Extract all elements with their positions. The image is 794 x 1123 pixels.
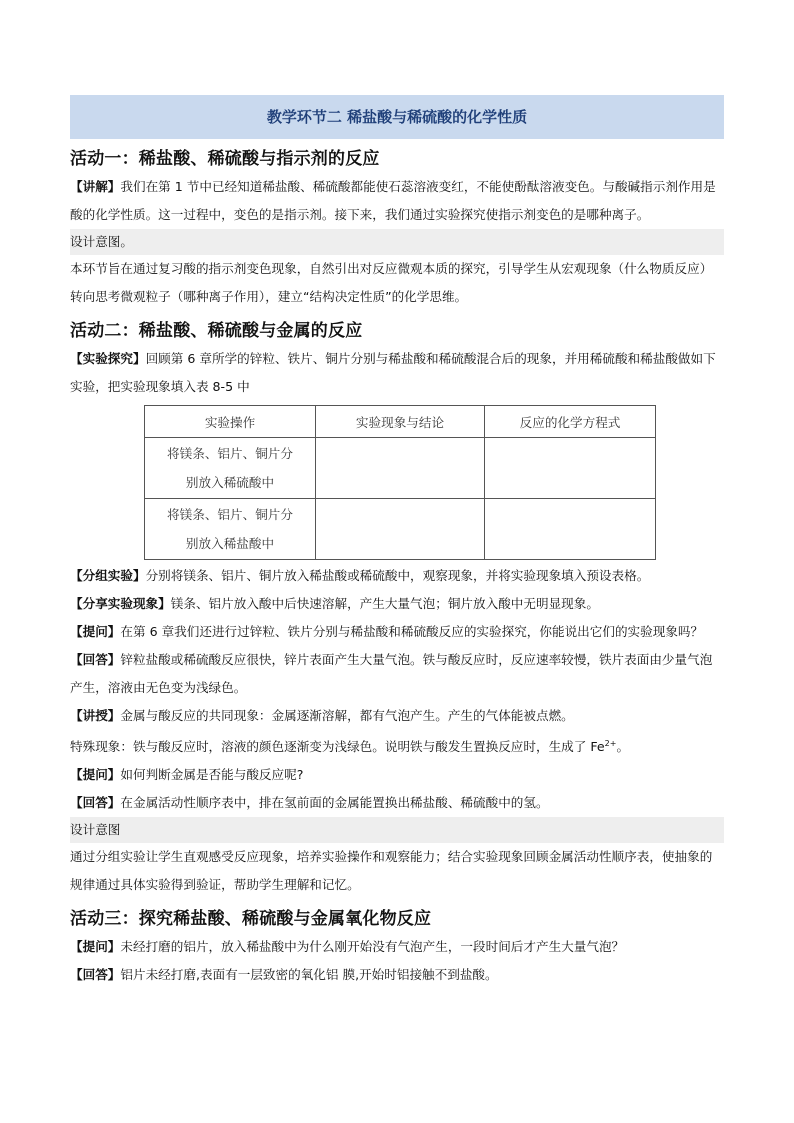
answer-tag: 【回答】 <box>70 652 121 667</box>
design-intent-label: 设计意图 <box>70 822 121 838</box>
table-cell <box>485 438 656 499</box>
special-end: 。 <box>616 739 630 755</box>
question-tag: 【提问】 <box>70 624 121 639</box>
table-header-cell: 实验现象与结论 <box>316 406 485 438</box>
question-text: 未经打磨的铝片，放入稀盐酸中为什么刚开始没有气泡产生，一段时间后才产生大量气泡？ <box>120 939 625 955</box>
group-text: 分别将镁条、铝片、铜片放入稀盐酸或稀硫酸中，观察现象，并将实验现象填入预设表格。 <box>145 568 650 583</box>
group-tag: 【分组实验】 <box>70 568 146 583</box>
special-phenomenon-paragraph <box>70 730 724 761</box>
design-intent-text-1: 本环节旨在通过复习酸的指示剂变色现象，自然引出对反应微观本质的探究，引导学生从宏观现象（什么物质反应）转向思考微观粒子（哪种离子作用），建立“结构决定性质”的化学思维。 <box>70 261 713 304</box>
table-cell <box>316 438 485 499</box>
activity1-heading: 活动一：稀盐酸、稀硫酸与指示剂的反应 <box>70 149 380 169</box>
table-header-cell: 反应的化学方程式 <box>485 406 656 438</box>
explore-tag: 【实验探究】 <box>70 351 146 366</box>
design-intent-box-1 <box>70 229 724 255</box>
explain-text: 金属与酸反应的共同现象：金属逐渐溶解，都有气泡产生。产生的气体能被点燃。 <box>120 708 574 723</box>
design-intent-box-2 <box>70 817 724 843</box>
question1-paragraph <box>70 618 724 646</box>
answer1-paragraph <box>70 646 724 702</box>
question-text: 如何判断金属是否能与酸反应呢? <box>120 767 304 783</box>
lecture-tag: 【讲解】 <box>70 179 121 194</box>
page <box>70 95 724 989</box>
answer-tag: 【回答】 <box>70 795 121 811</box>
special-text: 特殊现象：铁与酸反应时，溶液的颜色逐渐变为浅绿色。说明铁与酸发生置换反应时，生成了 Fe <box>70 739 605 755</box>
question-tag: 【提问】 <box>70 767 121 783</box>
activity3-heading: 活动三：探究稀盐酸、稀硫酸与金属氧化物反应 <box>70 909 432 930</box>
question-tag: 【提问】 <box>70 939 121 955</box>
question2-paragraph <box>70 761 724 789</box>
table-cell <box>485 499 656 560</box>
answer-text: 在金属活动性顺序表中，排在氢前面的金属能置换出稀盐酸、稀硫酸中的氢。 <box>120 795 549 811</box>
table-row <box>145 499 656 560</box>
design-intent-text-2: 通过分组实验让学生直观感受反应现象，培养实验操作和观察能力；结合实验现象回顾金属活动性顺序表，使抽象的规律通过具体实验得到验证，帮助学生理解和记忆。 <box>70 849 713 893</box>
table-row <box>145 438 656 499</box>
lecture-paragraph <box>70 173 724 229</box>
section-banner: 教学环节二 稀盐酸与稀硫酸的化学性质 <box>70 95 724 139</box>
answer-text: 锌粒盐酸或稀硫酸反应很快，锌片表面产生大量气泡。铁与酸反应时，反应速率较慢，铁片表面由少量气泡产生，溶液由无色变为浅绿色。 <box>70 652 713 695</box>
group-experiment-paragraph <box>70 562 724 590</box>
table-header-row <box>145 406 656 438</box>
activity2-heading: 活动二：稀盐酸、稀硫酸与金属的反应 <box>70 321 363 341</box>
answer2-paragraph <box>70 789 724 817</box>
table-cell <box>145 438 316 499</box>
table-cell-text: 将镁条、铝片、铜片分别放入稀盐酸中 <box>167 507 293 551</box>
explore-paragraph <box>70 345 724 401</box>
lecture-text: 我们在第 1 节中已经知道稀盐酸、稀硫酸都能使石蕊溶液变红，不能使酚酞溶液变色。与酸碱指示剂作用是酸的化学性质。这一过程中，变色的是指示剂。接下来，我们通过实验探究使指示剂变色的是哪种离子。 <box>70 179 716 222</box>
ion-charge: 2+ <box>604 739 617 748</box>
design-intent-label: 设计意图。 <box>70 234 133 249</box>
share-tag: 【分享实验现象】 <box>70 596 171 611</box>
answer3-paragraph <box>70 961 724 989</box>
answer-tag: 【回答】 <box>70 967 121 983</box>
answer-text: 铝片未经打磨,表面有一层致密的氧化铝 膜,开始时铝接触不到盐酸。 <box>120 967 498 983</box>
explore-text: 回顾第 6 章所学的锌粒、铁片、铜片分别与稀盐酸和稀硫酸混合后的现象，并用稀硫酸和稀盐酸做如下实验，把实验现象填入表 8-5 中 <box>70 351 716 394</box>
explain-tag: 【讲授】 <box>70 708 121 723</box>
table-cell <box>316 499 485 560</box>
share-text: 镁条、铝片放入酸中后快速溶解，产生大量气泡；铜片放入酸中无明显现象。 <box>170 596 599 611</box>
experiment-table <box>144 405 656 560</box>
table-header-cell: 实验操作 <box>145 406 316 438</box>
explain-paragraph <box>70 702 724 730</box>
question-text: 在第 6 章我们还进行过锌粒、铁片分别与稀盐酸和稀硫酸反应的实验探究，你能说出它们的实验现象吗？ <box>120 624 704 639</box>
question3-paragraph <box>70 933 724 961</box>
table-cell <box>145 499 316 560</box>
share-paragraph <box>70 590 724 618</box>
table-cell-text: 将镁条、铝片、铜片分别放入稀硫酸中 <box>167 446 293 490</box>
